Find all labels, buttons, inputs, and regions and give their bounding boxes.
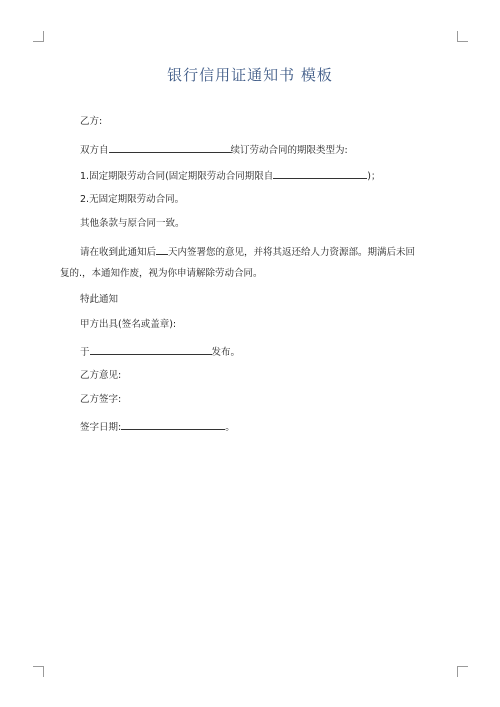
sign-date-blank[interactable]	[121, 418, 225, 430]
fixed-term-blank[interactable]	[273, 167, 367, 179]
at-suffix: 发布。	[211, 347, 241, 358]
option-open-term: 2.无固定期限劳动合同。	[80, 194, 185, 205]
party-b-opinion: 乙方意见:	[80, 370, 122, 381]
contract-period-line	[80, 141, 348, 158]
other-terms: 其他条款与原合同一致。	[80, 218, 185, 229]
contract-suffix: 续订劳动合同的期限类型为:	[230, 145, 348, 156]
notice-part1: 请在收到此通知后	[80, 247, 157, 258]
sign-date-label: 签字日期:	[80, 422, 122, 433]
sign-date-end: 。	[225, 422, 235, 433]
days-blank[interactable]	[156, 243, 168, 255]
issue-line	[80, 343, 240, 360]
contract-date-blank[interactable]	[109, 141, 231, 153]
party-a-issued: 甲方出具(签名或盖章):	[80, 319, 177, 330]
crop-mark-top-left	[33, 31, 44, 42]
sign-date-line	[80, 418, 235, 435]
at-prefix: 于	[80, 347, 90, 358]
document-title: 银行信用证通知书 模板	[167, 66, 333, 84]
option1-text: 1.固定期限劳动合同(固定期限劳动合同期限自	[80, 171, 274, 182]
notice-part2: 天内签署您的意见，并将其返还给人力资源部。期满后未回	[168, 247, 416, 258]
notice-continuation: 复的.，本通知作废，视为你申请解除劳动合同。	[60, 268, 263, 279]
issue-date-blank[interactable]	[90, 343, 212, 355]
contract-prefix: 双方自	[80, 145, 109, 156]
party-b-signature: 乙方签字:	[80, 394, 122, 405]
special-notice: 特此通知	[80, 294, 119, 305]
option-fixed-term	[80, 167, 381, 184]
crop-mark-top-right	[457, 31, 468, 42]
option1-end: )；	[367, 171, 381, 182]
crop-mark-bottom-right	[457, 666, 468, 677]
notice-line	[80, 243, 415, 260]
party-b-label: 乙方:	[80, 116, 103, 127]
crop-mark-bottom-left	[33, 666, 44, 677]
